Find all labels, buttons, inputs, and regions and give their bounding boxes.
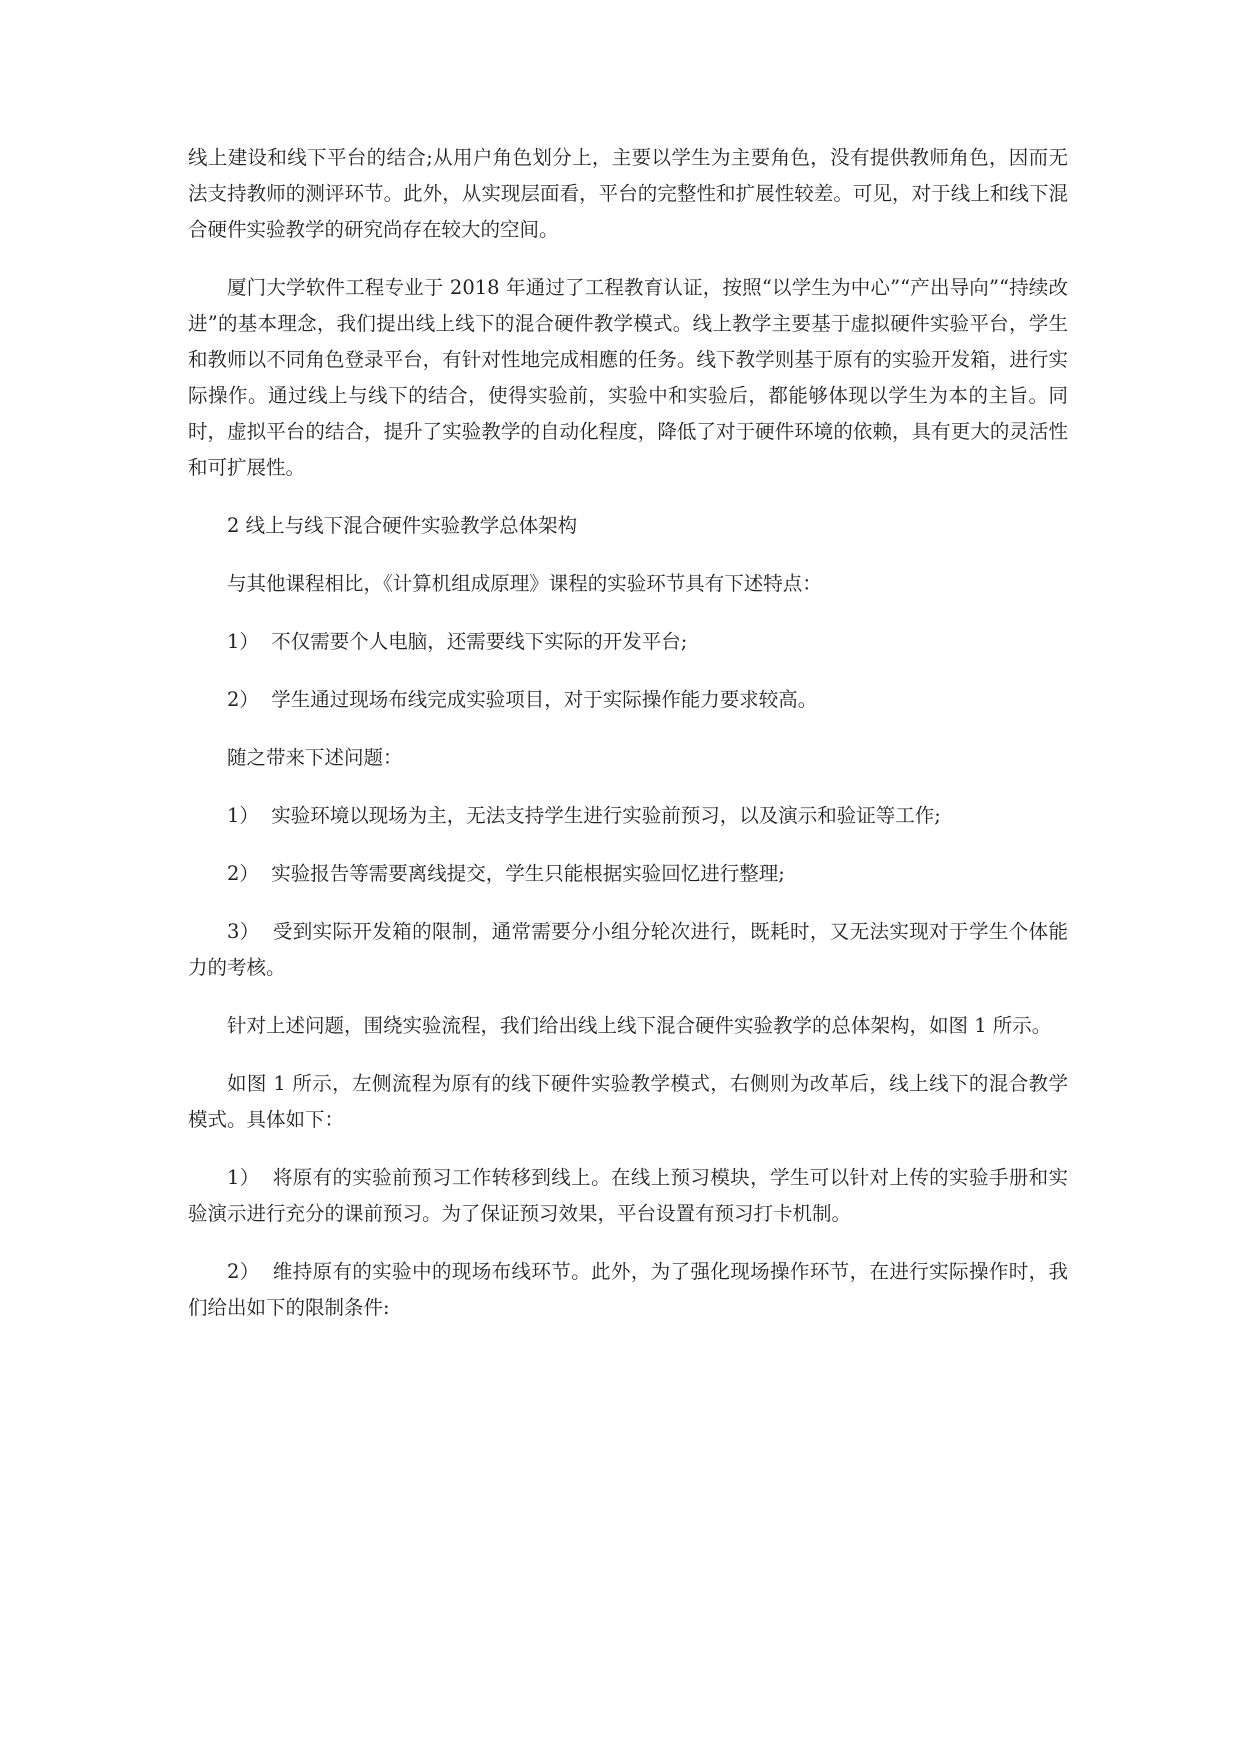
document-page [188, 140, 1068, 1348]
list-item-feature-2: 2） 学生通过现场布线完成实验项目，对于实际操作能力要求较高。 [227, 688, 818, 711]
paragraph-course-features-intro: 与其他课程相比，《计算机组成原理》课程的实验环节具有下述特点： [227, 572, 822, 595]
paragraph-platform-summary: 线上建设和线下平台的结合;从用户角色划分上，主要以学生为主要角色，没有提供教师角色，因而无法支持教师的测评环节。此外，从实现层面看，平台的完整性和扩展性较差。可见，对于线上和线下混合硬件实验教学的研究尚存在较大的空间。 [188, 146, 1068, 241]
list-item-change-1: 1） 将原有的实验前预习工作转移到线上。在线上预习模块，学生可以针对上传的实验手册和实验演示进行充分的课前预习。为了保证预习效果，平台设置有预习打卡机制。 [188, 1166, 1068, 1225]
list-item-problem-2: 2） 实验报告等需要离线提交，学生只能根据实验回忆进行整理; [227, 862, 785, 885]
paragraph-architecture-intro: 针对上述问题，围绕实验流程，我们给出线上线下混合硬件实验教学的总体架构，如图 1 所示。 [227, 1014, 1052, 1037]
list-item-problem-1: 1） 实验环境以现场为主，无法支持学生进行实验前预习，以及演示和验证等工作; [227, 804, 941, 827]
section-heading-architecture: 2 线上与线下混合硬件实验教学总体架构 [227, 514, 578, 537]
list-item-feature-1: 1） 不仅需要个人电脑，还需要线下实际的开发平台; [227, 630, 688, 653]
list-item-problem-3: 3） 受到实际开发箱的限制，通常需要分小组分轮次进行，既耗时，又无法实现对于学生个体能力的考核。 [188, 920, 1068, 979]
paragraph-xmu-approach: 厦门大学软件工程专业于 2018 年通过了工程教育认证，按照“以学生为中心”“产出导向”“持续改进”的基本理念，我们提出线上线下的混合硬件教学模式。线上教学主要基于虚拟硬件实验平台，学生和教师以不同角色登录平台，有针对性地完成相應的任务。线下教学则基于原有的实验开发箱，进行实际操作。通过线上与线下的结合，使得实验前，实验中和实验后，都能够体现以学生为本的主旨。同时，虚拟平台的结合，提升了实验教学的自动化程度，降低了对于硬件环境的依赖，具有更大的灵活性和可扩展性。 [188, 276, 1068, 479]
paragraph-figure-description: 如图 1 所示，左侧流程为原有的线下硬件实验教学模式，右侧则为改革后，线上线下的混合教学模式。具体如下： [188, 1072, 1068, 1131]
list-item-change-2: 2） 维持原有的实验中的现场布线环节。此外，为了强化现场操作环节，在进行实际操作时，我们给出如下的限制条件: [188, 1260, 1068, 1319]
paragraph-problems-intro: 随之带来下述问题： [227, 746, 403, 769]
